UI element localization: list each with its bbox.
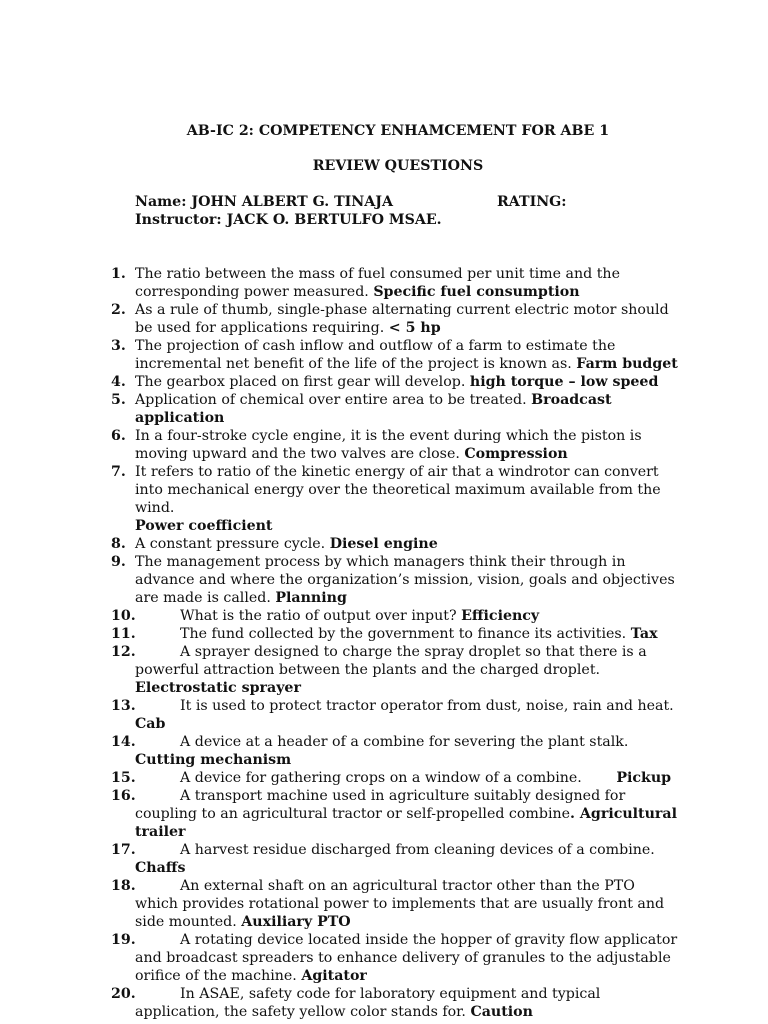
- question-answer: high torque – low speed: [469, 374, 659, 390]
- question-answer: Efficiency: [461, 608, 540, 624]
- question-answer: Specific fuel consumption: [373, 284, 580, 300]
- question-item: [0, 625, 680, 643]
- question-body: [135, 697, 680, 733]
- question-answer: . Agricultural trailer: [135, 806, 677, 840]
- question-text: A constant pressure cycle.: [135, 536, 326, 552]
- question-answer: Diesel engine: [329, 536, 438, 552]
- question-answer: Electrostatic sprayer: [135, 680, 301, 696]
- question-number: 9.: [111, 554, 126, 570]
- question-number: 7.: [111, 464, 126, 480]
- question-item: [0, 373, 680, 391]
- question-item: [0, 787, 680, 841]
- document-subtitle: REVIEW QUESTIONS: [312, 158, 484, 174]
- question-item: [0, 265, 680, 301]
- name-row: [135, 193, 735, 211]
- question-item: [0, 841, 680, 877]
- question-text: As a rule of thumb, single-phase alternating current electric motor should be used for applications requiring.: [135, 302, 669, 336]
- question-item: [0, 769, 680, 787]
- question-number: 19.: [111, 932, 136, 948]
- question-text: The gearbox placed on first gear will develop.: [135, 374, 466, 390]
- question-number: 5.: [111, 392, 126, 408]
- question-number: 13.: [111, 698, 136, 714]
- question-text: The projection of cash inflow and outflow of a farm to estimate the incremental net benefit of the life of the project is known as.: [135, 338, 616, 372]
- question-text: The management process by which managers think their through in advance and where the organization’s mission, vision, goals and objectives are made is called.: [135, 554, 675, 606]
- question-item: [0, 697, 680, 733]
- question-item: [0, 337, 680, 373]
- question-text: A device for gathering crops on a window of a combine.: [180, 770, 582, 786]
- question-answer: Cab: [135, 716, 166, 732]
- student-name: Name: JOHN ALBERT G. TINAJA: [135, 194, 393, 210]
- question-number: 14.: [111, 734, 136, 750]
- question-answer: Auxiliary PTO: [241, 914, 351, 930]
- question-answer: Pickup: [616, 770, 672, 786]
- question-item: [0, 301, 680, 337]
- rating-label: RATING:: [497, 194, 567, 210]
- question-body: [135, 607, 680, 625]
- question-body: [135, 643, 680, 697]
- question-number: 11.: [111, 626, 136, 642]
- instructor-row: [135, 211, 735, 229]
- question-item: [0, 427, 680, 463]
- instructor-name: Instructor: JACK O. BERTULFO MSAE.: [135, 212, 442, 228]
- question-item: [0, 391, 680, 427]
- question-item: [0, 463, 680, 535]
- question-answer: Agitator: [301, 968, 367, 984]
- question-answer: Farm budget: [576, 356, 678, 372]
- question-answer: Cutting mechanism: [135, 752, 292, 768]
- question-answer: Compression: [464, 446, 568, 462]
- question-text: The fund collected by the government to finance its activities.: [180, 626, 627, 642]
- question-list: [0, 265, 768, 1021]
- question-item: [0, 553, 680, 607]
- question-number: 3.: [111, 338, 126, 354]
- question-answer: < 5 hp: [388, 320, 441, 336]
- question-body: [135, 931, 680, 985]
- question-body: [135, 787, 680, 841]
- question-number: 4.: [111, 374, 126, 390]
- question-text: It is used to protect tractor operator from dust, noise, rain and heat.: [180, 698, 674, 714]
- question-text: A transport machine used in agriculture suitably designed for coupling to an agricultural tractor or self-propelled combine: [135, 788, 626, 822]
- question-text: An external shaft on an agricultural tractor other than the PTO which provides rotational power to implements that are usually front and side mounted.: [135, 878, 665, 930]
- question-item: [0, 535, 680, 553]
- question-text: What is the ratio of output over input?: [180, 608, 457, 624]
- question-answer: Tax: [630, 626, 658, 642]
- question-number: 1.: [111, 266, 126, 282]
- question-text: The ratio between the mass of fuel consumed per unit time and the corresponding power measured.: [135, 266, 620, 300]
- question-body: [135, 733, 680, 769]
- question-item: [0, 733, 680, 769]
- question-text: A rotating device located inside the hopper of gravity flow applicator and broadcast spreaders to enhance delivery of granules to the adjustable orifice of the machine.: [135, 932, 678, 984]
- question-number: 16.: [111, 788, 136, 804]
- question-item: [0, 985, 680, 1021]
- question-answer: Chaffs: [135, 860, 186, 876]
- question-item: [0, 643, 680, 697]
- question-number: 15.: [111, 770, 136, 786]
- question-text: A harvest residue discharged from cleaning devices of a combine.: [180, 842, 655, 858]
- question-number: 8.: [111, 536, 126, 552]
- student-info: [135, 193, 735, 229]
- question-answer: Planning: [275, 590, 347, 606]
- question-text: A device at a header of a combine for severing the plant stalk.: [180, 734, 629, 750]
- question-answer: Power coefficient: [135, 518, 273, 534]
- question-body: [135, 841, 680, 877]
- question-text: Application of chemical over entire area to be treated.: [135, 392, 527, 408]
- question-body: [135, 769, 680, 787]
- question-body: [135, 985, 680, 1021]
- question-text: A sprayer designed to charge the spray droplet so that there is a powerful attraction between the plants and the charged droplet.: [135, 644, 647, 678]
- question-answer: Broadcast application: [135, 392, 612, 426]
- question-number: 2.: [111, 302, 126, 318]
- question-text: It refers to ratio of the kinetic energy of air that a windrotor can convert into mechanical energy over the theoretical maximum available from the wind.: [135, 464, 661, 516]
- question-number: 17.: [111, 842, 136, 858]
- question-answer: Caution: [470, 1004, 533, 1020]
- question-number: 12.: [111, 644, 136, 660]
- question-number: 10.: [111, 608, 136, 624]
- document-title: AB-IC 2: COMPETENCY ENHAMCEMENT FOR ABE 1: [186, 123, 610, 139]
- question-text: In a four-stroke cycle engine, it is the event during which the piston is moving upward and the two valves are close.: [135, 428, 642, 462]
- question-number: 20.: [111, 986, 136, 1002]
- question-item: [0, 877, 680, 931]
- question-body: [135, 877, 680, 931]
- question-number: 18.: [111, 878, 136, 894]
- question-item: [0, 931, 680, 985]
- question-body: [135, 625, 680, 643]
- question-number: 6.: [111, 428, 126, 444]
- question-text: In ASAE, safety code for laboratory equipment and typical application, the safety yellow color stands for.: [135, 986, 601, 1020]
- question-item: [0, 607, 680, 625]
